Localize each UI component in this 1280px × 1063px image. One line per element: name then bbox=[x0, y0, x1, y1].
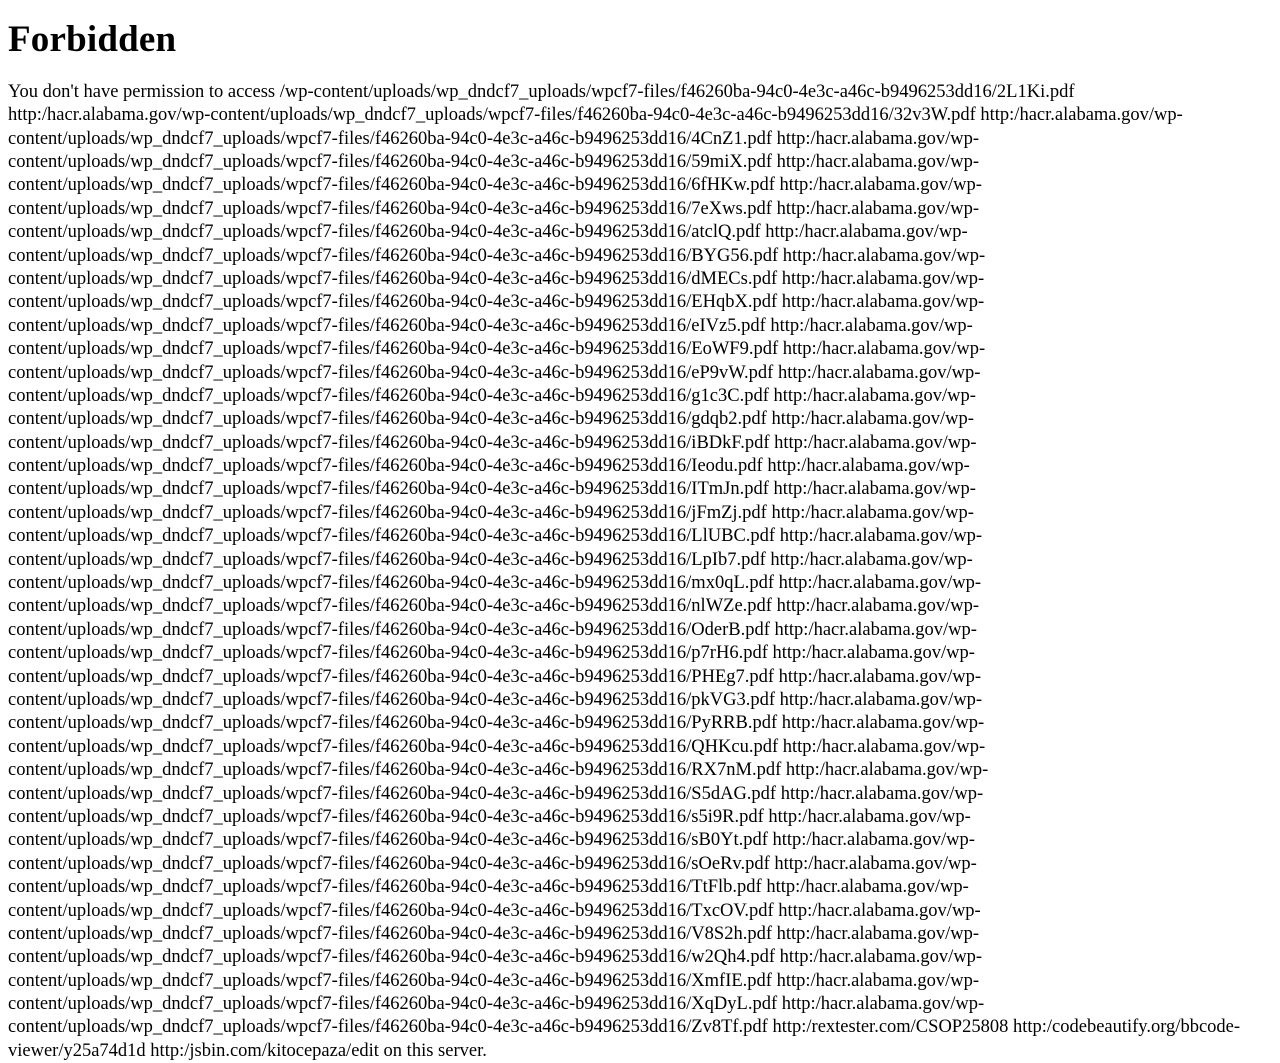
error-message: You don't have permission to access /wp-content/uploads/wp_dndcf7_uploads/wpcf7-files/f46260ba-94c0-4e3c-a46c-b9496253dd16/2L1Ki.pdf http:/hacr.alabama.gov/wp-content/uploads/wp_dndcf7_uploads/wpcf7-files/f46260ba-94c0-4e3c-a46c-b9496253dd16/32v3W.pdf http:/hacr.alabama.gov/wp-content/uploads/wp_dndcf7_uploads/wpcf7-files/f46260ba-94c0-4e3c-a46c-b9496253dd16/4CnZ1.pdf http:/hacr.alabama.gov/wp-content/uploads/wp_dndcf7_uploads/wpcf7-files/f46260ba-94c0-4e3c-a46c-b9496253dd16/59miX.pdf http:/hacr.alabama.gov/wp-content/uploads/wp_dndcf7_uploads/wpcf7-files/f46260ba-94c0-4e3c-a46c-b9496253dd16/6fHKw.pdf http:/hacr.alabama.gov/wp-content/uploads/wp_dndcf7_uploads/wpcf7-files/f46260ba-94c0-4e3c-a46c-b9496253dd16/7eXws.pdf http:/hacr.alabama.gov/wp-content/uploads/wp_dndcf7_uploads/wpcf7-files/f46260ba-94c0-4e3c-a46c-b9496253dd16/atclQ.pdf http:/hacr.alabama.gov/wp-content/uploads/wp_dndcf7_uploads/wpcf7-files/f46260ba-94c0-4e3c-a46c-b9496253dd16/BYG56.pdf http:/hacr.alabama.gov/wp-content/uploads/wp_dndcf7_uploads/wpcf7-files/f46260ba-94c0-4e3c-a46c-b9496253dd16/dMECs.pdf http:/hacr.alabama.gov/wp-content/uploads/wp_dndcf7_uploads/wpcf7-files/f46260ba-94c0-4e3c-a46c-b9496253dd16/EHqbX.pdf http:/hacr.alabama.gov/wp-content/uploads/wp_dndcf7_uploads/wpcf7-files/f46260ba-94c0-4e3c-a46c-b9496253dd16/eIVz5.pdf http:/hacr.alabama.gov/wp-content/uploads/wp_dndcf7_uploads/wpcf7-files/f46260ba-94c0-4e3c-a46c-b9496253dd16/EoWF9.pdf http:/hacr.alabama.gov/wp-content/uploads/wp_dndcf7_uploads/wpcf7-files/f46260ba-94c0-4e3c-a46c-b9496253dd16/eP9vW.pdf http:/hacr.alabama.gov/wp-content/uploads/wp_dndcf7_uploads/wpcf7-files/f46260ba-94c0-4e3c-a46c-b9496253dd16/g1c3C.pdf http:/hacr.alabama.gov/wp-content/uploads/wp_dndcf7_uploads/wpcf7-files/f46260ba-94c0-4e3c-a46c-b9496253dd16/gdqb2.pdf http:/hacr.alabama.gov/wp-content/uploads/wp_dndcf7_uploads/wpcf7-files/f46260ba-94c0-4e3c-a46c-b9496253dd16/iBDkF.pdf http:/hacr.alabama.gov/wp-content/uploads/wp_dndcf7_uploads/wpcf7-files/f46260ba-94c0-4e3c-a46c-b9496253dd16/Ieodu.pdf http:/hacr.alabama.gov/wp-content/uploads/wp_dndcf7_uploads/wpcf7-files/f46260ba-94c0-4e3c-a46c-b9496253dd16/ITmJn.pdf http:/hacr.alabama.gov/wp-content/uploads/wp_dndcf7_uploads/wpcf7-files/f46260ba-94c0-4e3c-a46c-b9496253dd16/jFmZj.pdf http:/hacr.alabama.gov/wp-content/uploads/wp_dndcf7_uploads/wpcf7-files/f46260ba-94c0-4e3c-a46c-b9496253dd16/LlUBC.pdf http:/hacr.alabama.gov/wp-content/uploads/wp_dndcf7_uploads/wpcf7-files/f46260ba-94c0-4e3c-a46c-b9496253dd16/LpIb7.pdf http:/hacr.alabama.gov/wp-content/uploads/wp_dndcf7_uploads/wpcf7-files/f46260ba-94c0-4e3c-a46c-b9496253dd16/mx0qL.pdf http:/hacr.alabama.gov/wp-content/uploads/wp_dndcf7_uploads/wpcf7-files/f46260ba-94c0-4e3c-a46c-b9496253dd16/nlWZe.pdf http:/hacr.alabama.gov/wp-content/uploads/wp_dndcf7_uploads/wpcf7-files/f46260ba-94c0-4e3c-a46c-b9496253dd16/OderB.pdf http:/hacr.alabama.gov/wp-content/uploads/wp_dndcf7_uploads/wpcf7-files/f46260ba-94c0-4e3c-a46c-b9496253dd16/p7rH6.pdf http:/hacr.alabama.gov/wp-content/uploads/wp_dndcf7_uploads/wpcf7-files/f46260ba-94c0-4e3c-a46c-b9496253dd16/PHEg7.pdf http:/hacr.alabama.gov/wp-content/uploads/wp_dndcf7_uploads/wpcf7-files/f46260ba-94c0-4e3c-a46c-b9496253dd16/pkVG3.pdf http:/hacr.alabama.gov/wp-content/uploads/wp_dndcf7_uploads/wpcf7-files/f46260ba-94c0-4e3c-a46c-b9496253dd16/PyRRB.pdf http:/hacr.alabama.gov/wp-content/uploads/wp_dndcf7_uploads/wpcf7-files/f46260ba-94c0-4e3c-a46c-b9496253dd16/QHKcu.pdf http:/hacr.alabama.gov/wp-content/uploads/wp_dndcf7_uploads/wpcf7-files/f46260ba-94c0-4e3c-a46c-b9496253dd16/RX7nM.pdf http:/hacr.alabama.gov/wp-content/uploads/wp_dndcf7_uploads/wpcf7-files/f46260ba-94c0-4e3c-a46c-b9496253dd16/S5dAG.pdf http:/hacr.alabama.gov/wp-content/uploads/wp_dndcf7_uploads/wpcf7-files/f46260ba-94c0-4e3c-a46c-b9496253dd16/s5i9R.pdf http:/hacr.alabama.gov/wp-content/uploads/wp_dndcf7_uploads/wpcf7-files/f46260ba-94c0-4e3c-a46c-b9496253dd16/sB0Yt.pdf http:/hacr.alabama.gov/wp-content/uploads/wp_dndcf7_uploads/wpcf7-files/f46260ba-94c0-4e3c-a46c-b9496253dd16/sOeRv.pdf http:/hacr.alabama.gov/wp-content/uploads/wp_dndcf7_uploads/wpcf7-files/f46260ba-94c0-4e3c-a46c-b9496253dd16/TtFlb.pdf http:/hacr.alabama.gov/wp-content/uploads/wp_dndcf7_uploads/wpcf7-files/f46260ba-94c0-4e3c-a46c-b9496253dd16/TxcOV.pdf http:/hacr.alabama.gov/wp-content/uploads/wp_dndcf7_uploads/wpcf7-files/f46260ba-94c0-4e3c-a46c-b9496253dd16/V8S2h.pdf http:/hacr.alabama.gov/wp-content/uploads/wp_dndcf7_uploads/wpcf7-files/f46260ba-94c0-4e3c-a46c-b9496253dd16/w2Qh4.pdf http:/hacr.alabama.gov/wp-content/uploads/wp_dndcf7_uploads/wpcf7-files/f46260ba-94c0-4e3c-a46c-b9496253dd16/XmfIE.pdf http:/hacr.alabama.gov/wp-content/uploads/wp_dndcf7_uploads/wpcf7-files/f46260ba-94c0-4e3c-a46c-b9496253dd16/XqDyL.pdf http:/hacr.alabama.gov/wp-content/uploads/wp_dndcf7_uploads/wpcf7-files/f46260ba-94c0-4e3c-a46c-b9496253dd16/Zv8Tf.pdf http:/rextester.com/CSOP25808 http:/codebeautify.org/bbcode-viewer/y25a74d1d http:/jsbin.com/kitocepaza/edit on this server. bbox=[8, 81, 1241, 1061]
page-title: Forbidden bbox=[8, 19, 177, 60]
